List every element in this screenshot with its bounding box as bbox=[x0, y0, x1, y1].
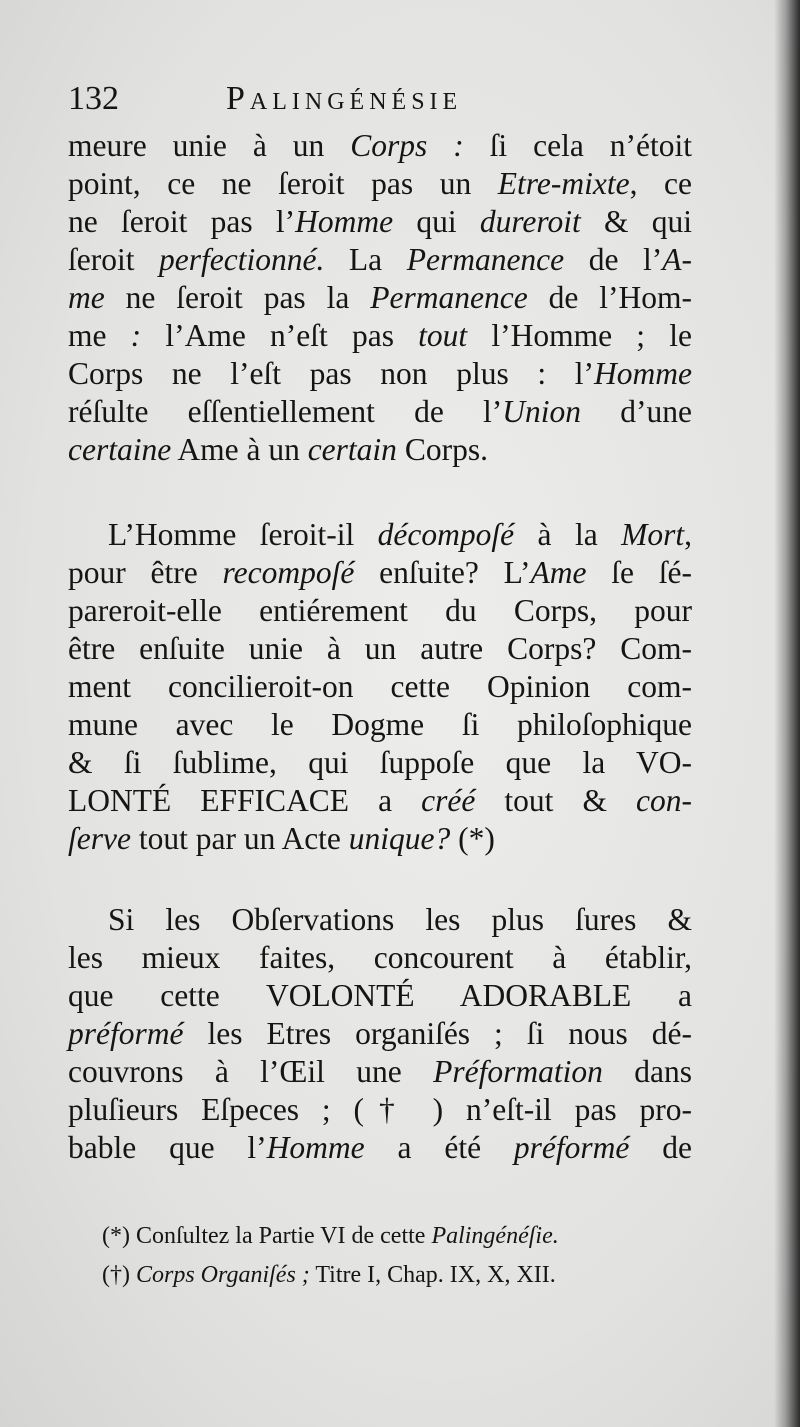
text-line: préformé les Etres organiſés ; ſi nous dé- bbox=[68, 1016, 692, 1051]
text-line: pour être recompoſé enſuite? L’Ame ſe ſé- bbox=[68, 555, 692, 590]
text-line: pareroit-elle entiérement du Corps, pour bbox=[68, 593, 692, 628]
text-line: point, ce ne ſeroit pas un Etre-mixte, ce bbox=[68, 166, 692, 201]
text-line: ne ſeroit pas l’Homme qui dureroit & qui bbox=[68, 204, 692, 239]
text-line: meure unie à un Corps : ſi cela n’étoit bbox=[68, 128, 692, 163]
text-line: ſeroit perfectionné. La Permanence de l’A- bbox=[68, 242, 692, 277]
running-title: Palingénésie bbox=[226, 80, 463, 117]
footnote: (*) Conſultez la Partie VI de cette Palingénéſie. bbox=[102, 1223, 559, 1249]
footnote: (†) Corps Organiſés ; Titre I, Chap. IX, X, XII. bbox=[102, 1262, 556, 1288]
text-line: Si les Obſervations les plus ſures & bbox=[108, 902, 692, 937]
text-line: couvrons à l’Œil une Préformation dans bbox=[68, 1054, 692, 1089]
page-number: 132 bbox=[68, 80, 119, 117]
text-line: me ne ſeroit pas la Permanence de l’Hom- bbox=[68, 280, 693, 315]
text-line: certaine Ame à un certain Corps. bbox=[68, 432, 488, 467]
running-head bbox=[68, 74, 718, 124]
text-line: réſulte eſſentiellement de l’Union d’une bbox=[68, 394, 692, 429]
text-line: & ſi ſublime, qui ſuppoſe que la VO- bbox=[68, 745, 692, 780]
text-line: L’Homme ſeroit-il décompoſé à la Mort, bbox=[108, 517, 692, 552]
text-line: LONTÉ EFFICACE a créé tout & con- bbox=[68, 783, 692, 818]
text-line: ment concilieroit-on cette Opinion com- bbox=[68, 669, 692, 704]
text-line: que cette VOLONTÉ ADORABLE a bbox=[68, 978, 692, 1013]
text-line: bable que l’Homme a été préformé de bbox=[68, 1130, 692, 1165]
text-line: me : l’Ame n’eſt pas tout l’Homme ; le bbox=[68, 318, 692, 353]
text-line: mune avec le Dogme ſi philoſophique bbox=[68, 707, 692, 742]
text-line: être enſuite unie à un autre Corps? Com- bbox=[68, 631, 692, 666]
text-line: ſerve tout par un Acte unique? (*) bbox=[68, 821, 495, 856]
text-line: les mieux faites, concourent à établir, bbox=[68, 940, 692, 975]
text-line: Corps ne l’eſt pas non plus : l’Homme bbox=[68, 356, 692, 391]
text-line: pluſieurs Eſpeces ; († ) n’eſt-il pas pro- bbox=[68, 1092, 692, 1127]
